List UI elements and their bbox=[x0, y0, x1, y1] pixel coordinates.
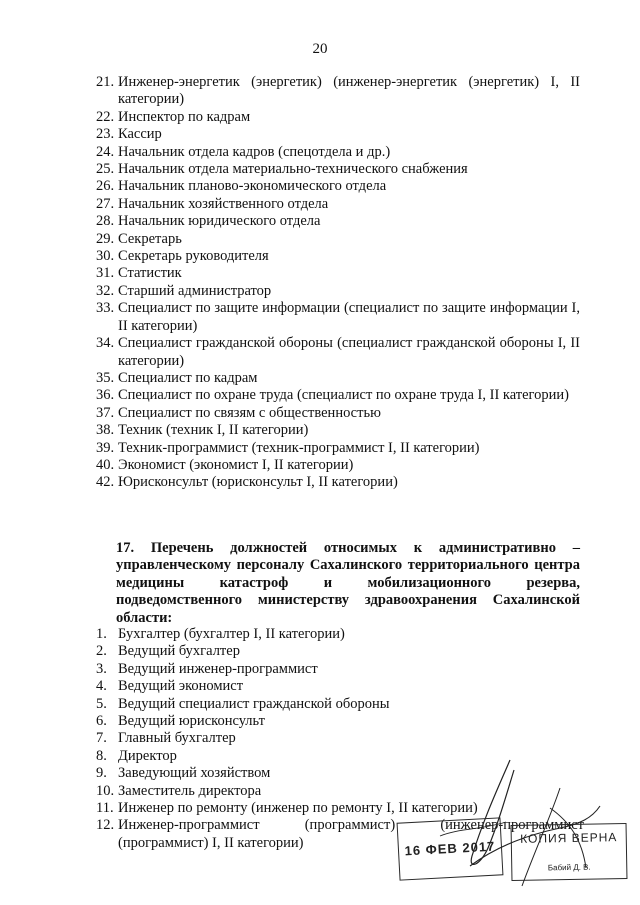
section17-position-item-text: Ведущий инженер-программист bbox=[118, 660, 318, 677]
position-item-number: 38. bbox=[96, 422, 115, 439]
position-item-text: Техник-программист (техник-программист I, II категории) bbox=[118, 439, 480, 456]
stamp-copy-label: КОПИЯ ВЕРНА bbox=[520, 830, 618, 846]
position-item bbox=[96, 74, 580, 109]
position-item-number: 28. bbox=[96, 213, 115, 230]
position-item bbox=[96, 283, 580, 300]
section17-position-item bbox=[96, 696, 584, 713]
position-item bbox=[96, 405, 580, 422]
page-number: 20 bbox=[312, 41, 328, 57]
position-item bbox=[96, 178, 580, 195]
position-item-text: Инспектор по кадрам bbox=[118, 108, 251, 125]
position-item-text: Начальник планово-экономического отдела bbox=[118, 178, 387, 195]
section17-position-item-number: 7. bbox=[96, 730, 107, 747]
position-item-number: 35. bbox=[96, 369, 115, 386]
position-item-text: Начальник отдела материально-технического снабжения bbox=[118, 161, 468, 178]
section17-position-item bbox=[96, 765, 584, 782]
section17-position-item-number: 8. bbox=[96, 747, 107, 764]
position-item bbox=[96, 474, 580, 491]
position-item-text: Специалист гражданской обороны (специалист гражданской обороны I, II категории) bbox=[118, 335, 580, 369]
position-item-text: Техник (техник I, II категории) bbox=[118, 422, 309, 439]
section17-position-item-text: Ведущий экономист bbox=[118, 678, 244, 695]
stamp-date: 16 ФЕВ 2017 bbox=[404, 838, 496, 859]
position-item bbox=[96, 300, 580, 335]
section17-position-item-number: 12. bbox=[96, 817, 115, 834]
section17-position-item-number: 1. bbox=[96, 626, 107, 642]
section17-position-item-text: Ведущий специалист гражданской обороны bbox=[118, 695, 390, 712]
section17-position-item-text: Ведущий бухгалтер bbox=[118, 643, 240, 660]
position-item-number: 42. bbox=[96, 474, 115, 491]
section-17-heading: 17. Перечень должностей относимых к административно – управленческому персоналу Сахалинского территориального центра медицины катастроф и мобилизационного резерва, подведомственного министерству здравоохранения Сахалинской области: bbox=[116, 540, 580, 626]
section17-position-item-number: 9. bbox=[96, 765, 107, 782]
positions-list-section-17 bbox=[96, 626, 584, 852]
section17-position-item-text: Инженер по ремонту (инженер по ремонту I, II категории) bbox=[118, 800, 478, 817]
position-item-number: 21. bbox=[96, 74, 115, 90]
position-item bbox=[96, 109, 580, 126]
position-item-number: 24. bbox=[96, 143, 115, 160]
position-item bbox=[96, 370, 580, 387]
section17-position-item-text: Директор bbox=[118, 747, 177, 764]
position-item bbox=[96, 440, 580, 457]
position-item bbox=[96, 248, 580, 265]
section17-position-item-text: Инженер-программист (программист) (инженер-программист (программист) I, II категории) bbox=[118, 817, 584, 851]
position-item-number: 25. bbox=[96, 161, 115, 178]
position-item bbox=[96, 422, 580, 439]
section17-position-item-number: 4. bbox=[96, 678, 107, 695]
position-item-text: Юрисконсульт (юрисконсульт I, II категории) bbox=[118, 474, 398, 491]
position-item-number: 29. bbox=[96, 230, 115, 247]
position-item-text: Специалист по связям с общественностью bbox=[118, 404, 381, 421]
position-item-number: 36. bbox=[96, 387, 115, 404]
certified-copy-stamp bbox=[511, 823, 628, 881]
position-item bbox=[96, 387, 580, 404]
stamp-copy-signer: Бабий Д. В. bbox=[547, 862, 591, 873]
position-item-number: 34. bbox=[96, 335, 115, 352]
position-item bbox=[96, 457, 580, 474]
section17-position-item-text: Ведущий юрисконсульт bbox=[118, 713, 265, 730]
position-item-text: Специалист по кадрам bbox=[118, 369, 258, 386]
section17-position-item-number: 6. bbox=[96, 713, 107, 730]
section17-position-item bbox=[96, 661, 584, 678]
position-item-text: Начальник хозяйственного отдела bbox=[118, 195, 329, 212]
section17-position-item bbox=[96, 678, 584, 695]
position-item bbox=[96, 213, 580, 230]
position-item-text: Инженер-энергетик (энергетик) (инженер-энергетик (энергетик) I, II категории) bbox=[118, 74, 580, 108]
position-item-text: Старший администратор bbox=[118, 282, 272, 299]
position-item-number: 30. bbox=[96, 248, 115, 265]
position-item-number: 32. bbox=[96, 282, 115, 299]
position-item bbox=[96, 335, 580, 370]
section17-position-item bbox=[96, 626, 584, 643]
section17-position-item-number: 10. bbox=[96, 782, 115, 799]
section17-position-item-number: 3. bbox=[96, 660, 107, 677]
position-item-text: Экономист (экономист I, II категории) bbox=[118, 456, 354, 473]
position-item-number: 22. bbox=[96, 108, 115, 125]
section17-position-item bbox=[96, 643, 584, 660]
position-item-number: 39. bbox=[96, 439, 115, 456]
section17-position-item bbox=[96, 800, 584, 817]
position-item-text: Статистик bbox=[118, 265, 182, 282]
position-item-number: 23. bbox=[96, 126, 115, 143]
position-item-number: 33. bbox=[96, 300, 115, 317]
section17-position-item-text: Заместитель директора bbox=[118, 782, 262, 799]
position-item-text: Специалист по охране труда (специалист по охране труда I, II категории) bbox=[118, 387, 569, 404]
section17-position-item-text: Главный бухгалтер bbox=[118, 730, 236, 747]
position-item-text: Секретарь руководителя bbox=[118, 248, 269, 265]
position-item bbox=[96, 161, 580, 178]
section17-position-item-text: Бухгалтер (бухгалтер I, II категории) bbox=[118, 626, 345, 642]
section17-position-item-number: 2. bbox=[96, 643, 107, 660]
position-item-number: 26. bbox=[96, 178, 115, 195]
position-item-number: 31. bbox=[96, 265, 115, 282]
position-item-number: 37. bbox=[96, 404, 115, 421]
position-item-text: Кассир bbox=[118, 126, 162, 143]
section17-position-item bbox=[96, 713, 584, 730]
position-item-text: Секретарь bbox=[118, 230, 182, 247]
position-item-number: 27. bbox=[96, 195, 115, 212]
position-item bbox=[96, 144, 580, 161]
section17-position-item-text: Заведующий хозяйством bbox=[118, 765, 271, 782]
section17-position-item bbox=[96, 748, 584, 765]
section17-position-item bbox=[96, 783, 584, 800]
position-item bbox=[96, 126, 580, 143]
position-item bbox=[96, 265, 580, 282]
registration-stamp bbox=[397, 817, 504, 880]
position-item-number: 40. bbox=[96, 456, 115, 473]
position-item-text: Начальник юридического отдела bbox=[118, 213, 321, 230]
position-item-text: Начальник отдела кадров (спецотдела и др.) bbox=[118, 143, 391, 160]
section17-position-item-number: 11. bbox=[96, 800, 114, 817]
section17-position-item bbox=[96, 730, 584, 747]
position-item-text: Специалист по защите информации (специалист по защите информации I, II категории) bbox=[118, 300, 580, 334]
position-item bbox=[96, 196, 580, 213]
section17-position-item-number: 5. bbox=[96, 695, 107, 712]
position-item bbox=[96, 231, 580, 248]
positions-list-continued bbox=[96, 74, 580, 492]
